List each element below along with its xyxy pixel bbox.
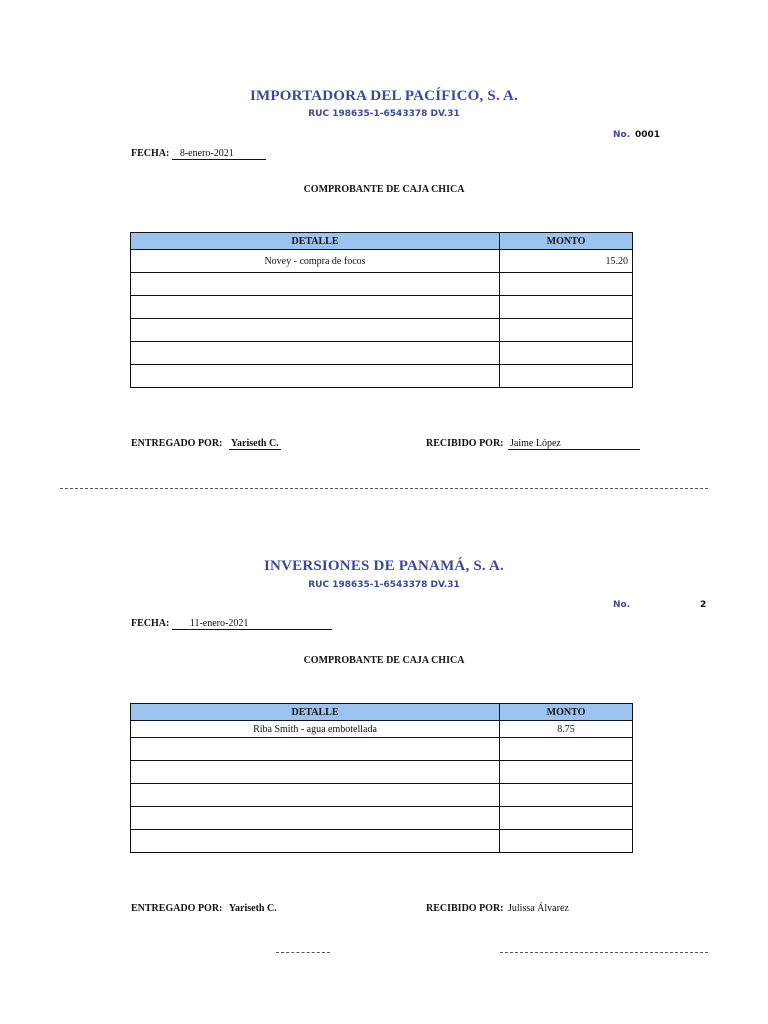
recibido-row [426,438,640,450]
table-row [131,365,633,388]
table-row [131,296,633,319]
table-row [131,807,633,830]
fecha-label: FECHA: [131,618,170,629]
cut-line [60,488,708,489]
table-row [131,738,633,761]
table-row [131,273,633,296]
table-row [131,784,633,807]
fecha-value: 11-enero-2021 [172,618,332,630]
voucher-number: 2 [700,600,707,610]
entregado-value: Yariseth C. [230,438,279,449]
table-row [131,319,633,342]
cell-monto[interactable] [500,273,633,296]
cell-detalle[interactable] [131,784,500,807]
cell-monto[interactable] [500,807,633,830]
entregado-label: ENTREGADO POR: [131,438,223,449]
voucher-1 [0,0,768,480]
cell-detalle[interactable]: Novey - compra de focos [131,250,500,273]
col-header-detalle: DETALLE [131,233,500,250]
recibido-value: Jaime López [508,438,640,450]
cell-detalle[interactable] [131,807,500,830]
cell-detalle[interactable] [131,296,500,319]
voucher-number-label: No. [613,600,631,610]
detail-table [130,232,633,388]
cell-detalle[interactable] [131,761,500,784]
company-ruc: RUC 198635-1-6543378 DV.31 [308,580,460,590]
cell-monto[interactable]: 15.20 [500,250,633,273]
fecha-row [131,618,332,630]
signature-line-recibido [500,952,708,953]
fecha-row [131,148,266,160]
recibido-label: RECIBIDO POR: [426,903,504,914]
table-row [131,342,633,365]
cell-detalle[interactable]: Riba Smith - agua embotellada [131,721,500,738]
cell-detalle[interactable] [131,273,500,296]
voucher-number-label: No. [613,130,631,140]
cell-monto[interactable] [500,784,633,807]
company-name: INVERSIONES DE PANAMÁ, S. A. [264,558,504,574]
cell-detalle[interactable] [131,738,500,761]
table-row [131,250,633,273]
fecha-label: FECHA: [131,148,170,159]
cell-monto[interactable] [500,761,633,784]
cell-detalle[interactable] [131,830,500,853]
col-header-detalle: DETALLE [131,704,500,721]
cell-monto[interactable] [500,319,633,342]
recibido-value: Julissa Álvarez [508,903,569,914]
voucher-2 [0,490,768,1024]
entregado-value: Yariseth C. [228,903,277,914]
recibido-label: RECIBIDO POR: [426,438,504,449]
cell-monto[interactable]: 8.75 [500,721,633,738]
col-header-monto: MONTO [500,704,633,721]
col-header-monto: MONTO [500,233,633,250]
cell-monto[interactable] [500,365,633,388]
table-row [131,830,633,853]
voucher-number: 0001 [635,130,661,140]
company-ruc: RUC 198635-1-6543378 DV.31 [308,109,460,119]
recibido-row [426,903,569,914]
cell-monto[interactable] [500,296,633,319]
cell-monto[interactable] [500,342,633,365]
detail-table [130,703,633,853]
cell-detalle[interactable] [131,365,500,388]
entregado-row [131,903,277,914]
voucher-title: COMPROBANTE DE CAJA CHICA [303,655,465,666]
signature-line-entregado [276,952,330,953]
fecha-value: 8-enero-2021 [172,148,266,160]
cell-detalle[interactable] [131,319,500,342]
table-row [131,761,633,784]
entregado-label: ENTREGADO POR: [131,903,223,914]
cell-monto[interactable] [500,738,633,761]
cell-detalle[interactable] [131,342,500,365]
table-row [131,721,633,738]
entregado-row [131,438,281,450]
voucher-title: COMPROBANTE DE CAJA CHICA [303,184,465,195]
cell-monto[interactable] [500,830,633,853]
company-name: IMPORTADORA DEL PACÍFICO, S. A. [249,88,519,104]
